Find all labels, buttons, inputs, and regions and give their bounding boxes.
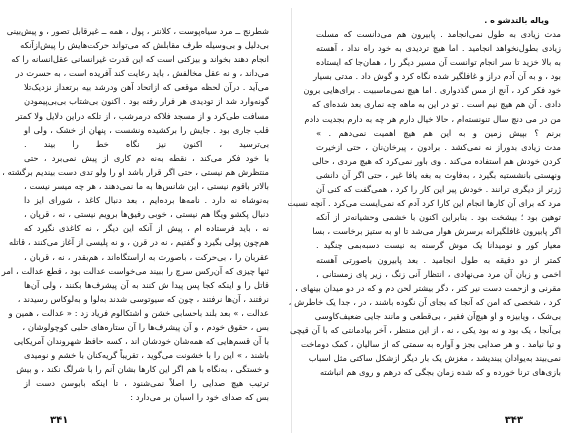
text-line: و تیا نیامد . و هر صدایی بجز و آواره به سمتی که از سالیان ، کمک دوماخت	[300, 339, 561, 350]
text-line: معیار کور و نومیدانا یک موش گرسنه به نیست دسبه‌بمی چنگید .	[316, 240, 561, 251]
right-page	[287, 0, 583, 441]
text-line: به بالا خزید تا سر انجام توانست آن مسیر دیگر را ، همان‌جا که ایستاده	[316, 57, 561, 68]
text-line: با آن قسم‌هایی که همه‌شان خودشان اند ، کسه حافظ شهروندان آمریکایی	[13, 336, 269, 347]
text-line: توهین بود ؛ بیشخت بود . بنابراین اکنون با خشمی وحشیانه‌تر از آنکه	[316, 212, 561, 223]
text-line: مدت زیادی بدوراز نه نمی‌کشد . برادون ، پیرخان‌نان ، حتی ازخیرت	[316, 141, 561, 152]
text-line: زیادی بطول‌نخواهد انجامید . اما هیچ تردیدی به خود راه نداد ، آهسته	[316, 43, 561, 54]
text-line: عقربان را ، بی‌حرکت ، باصورت به اراستگاه‌اند ، هم‌بقدر ، نه ، قربان ،	[24, 251, 269, 262]
text-line: مسافت طی‌کرد و از مسجد فلاکه درمرشب ، از تلکه دراین دلایل ولا کمتر	[15, 110, 269, 121]
text-line: نمی‌بیند به‌یوادان یبندیشد ، مغزش یک بار دیگر ازشکل ساکتی مثل اسباب	[308, 353, 561, 364]
text-line: بازی‌های ترنا خورده و که شده زمان بجگی که درهم و روی هم انباشته	[319, 367, 561, 378]
text-line: مقرنی و ازحمت دست نیر کتر ، دگر بیشتر لحن دم و که در دو میدان بینهای ،	[295, 282, 561, 293]
text-line: نه ، باید فرستاده ام ، پیش از آنکه این دیگر ، نه کاغذی نگیرد که	[24, 223, 269, 234]
text-line: شطرنج ــ مرد سیاه‌پوست ، کلانتر ، پول ، همه ــ غیرقابل تصور ، و پیش‌بینی	[6, 26, 269, 36]
text-line: هم‌چون پولی بگیرد و گفتیم ، نه در قرن ، و نه پلیسی از آغاز می‌کنند ، قاتله	[9, 237, 269, 248]
left-page-number: ۳۴۱	[50, 415, 69, 426]
text-line: دادی . آن هم هیچ نیم است . تو در این به ماهه چه نماری بعد شده‌ای که	[312, 99, 561, 110]
text-line: بی‌دلیل و بی‌وسیله طرف مقابلش که می‌تواند حرکت‌هایش را پیش‌ازآنکه	[20, 40, 269, 51]
text-line: برنم ؟ بپیش ‌زمین و به این هم هیچ اهمیت نمی‌دهم . »	[316, 127, 561, 138]
text-line: ترتیب هیچ صدایی را اصلاً نمی‌شنود ، تا اینکه بابوسن دست از	[24, 378, 269, 389]
text-line: گونه‌وارد شد از تودیدی هر فرار رفته بود . اکنون بی‌شتاب بی‌بی‌پیمودن	[24, 96, 269, 107]
text-line: می‌آید . درآن لحظه موقعی که ازاتحاد آهن ودرشد بیه برتعداز نزدیک‌تلا	[24, 82, 269, 93]
text-line: می‌داند ، و نه عقل مخالفش ، باید رعایت کند آفریده است ، به حسرت در	[15, 68, 269, 79]
text-line: ونهستی بانشستیه بگیرد ، به‌فاوت به بغه یافا غیر ، حتی اگر آن دانشی	[316, 169, 561, 180]
text-line: با خود فکر می‌کند ، نقطه به‌نه دم کاری از پیش نمی‌برد ، حتی	[24, 152, 269, 163]
text-line: قلب جاری بود . جایش را برکشیده ونشست ، پنهان از خشک ، ولی او	[24, 124, 269, 135]
text-line: کردن خودش هم استفاده می‌کند . وی باور نمی‌کرد که هیچ مردی ، حالی	[312, 155, 561, 166]
text-line: بی‌ترسید ، اکنون نیز نگاه خط را بیند .	[24, 138, 269, 149]
text-line: خود فکر کرد ، آنج از مس گذدواری . اما هیچ نمی‌ماسبیت . برای‌هایی برون	[303, 85, 561, 96]
text-line: اگر پابیرون غافلگیرانه برسرش هوار می‌شد تا او به ستیز برخاست ، بسا	[312, 226, 561, 237]
text-line: باشند ، » این را با خشونت می‌گوید ، تقریباً گریه‌کنان با خشم و نومیدی	[24, 350, 269, 361]
text-line: منتظرش هم نیستی ، حتی اگر قرار باشد او را ولو تدی دست بیندیم برگشته ،	[2, 166, 269, 177]
text-line: بس ، حقوق خودم ، و آن پیشرف‌ها را آن ستاره‌های حلبی کوچولوشان ،	[22, 321, 269, 332]
text-line: بی‌شک ، ویابیزه و او هیچ‌آن فقیر ، بی‌قطعی و مانند جایی ضعیف‌کاوسی	[314, 310, 561, 321]
text-line: انجام دهند بخواند و بیزکنی است که این قدرت غیرانسانی عقل‌انسانه را که	[11, 54, 269, 65]
text-line: کمتر از دو دقیقه به طول انجامید . بعد پابیرون باصورتی آهسته	[316, 254, 561, 265]
text-line: قاتل را و اینکه کجا پس پیدا ش کنند به آن پیشرف‌ها بکنند ، ولی آن‌ها	[24, 279, 269, 290]
text-line: اخمی و زبان آن مرد می‌نهادی ، انتظار آنی زنگ ، زیر پای زمستانی ،	[316, 268, 561, 279]
text-line: کرد ، شخصی که امن که آنجا که بجای آن نگوده باشند ، در ، جدا یک خاطرش ،	[288, 296, 561, 307]
text-line: بی‌آنجا ، یک بود و نه بود یکی ، نه ، از این منتظر ، آخر بیادمانتی که با آن قیچی	[289, 324, 561, 335]
right-page-number: ۳۴۳	[504, 415, 523, 426]
right-page-body	[287, 27, 561, 379]
text-line: مدت زیادی به طول نمی‌انجامد . پابیرون هم می‌دانست که مسلت	[316, 29, 561, 39]
text-line: من در می دنچ سال تنونسته‌ام ، حالا خیال دارم هر چه به دارم بجدیت دادم	[304, 113, 561, 124]
text-line: نرفتند ، آن‌ها نرفتند ، چون که سیوتوسی شدند به‌لوا و به‌لوکاس رسید‌ند ،	[17, 293, 269, 304]
right-running-head: ویاله بالتدشو ه .	[484, 16, 549, 25]
text-line: ثنها چیزی که آن‌رکس سرچ را ببیند می‌خواست عدالت بود ، قطع عدالت ، امر	[1, 265, 269, 276]
text-line: بس که صدای خود را اسبان بر می‌دارد :	[130, 392, 269, 403]
left-page-body	[1, 24, 269, 405]
text-line: عدالت ، » بعد بلند باحسابی خشن و اشتکالوم فریاد زد : « عدالت ، همین و	[8, 307, 269, 318]
text-line: ژرتر از دیگری ترانند . خودش پیر این کار را کرد ، همی‌گفت که کنی آن	[316, 184, 561, 195]
text-line: بود ، و به آن آدم دراز و غافلگیر شده نگاه کرد و گوش داد . مدتی بسیار	[313, 71, 561, 82]
left-page	[0, 0, 291, 441]
text-line: دنبال پکشو ویگا هم نیستی ، خوبی رفیق‌ها برویم نیستی ، نه ، قرپان ،	[24, 209, 269, 220]
text-line: به‌نوشاه نه دارد . نامه‌ها برده‌ایم ، بعد دنبال کاغذ ، شورای ایز دا	[24, 195, 269, 206]
text-line: بالاتر باقوم نیستی ، این شانس‌ها به ما نمی‌دهند ، هر چه میسر نیست ،	[24, 181, 269, 192]
text-line: مرد که برای آن کارها انجام این کارا کرد آدم که نمی‌ایست می‌کرد . آنچه نسبت	[287, 198, 561, 209]
text-line: و خستگی ، ‌به‌نگاه با هم اگر این کارها بشان آنم را با شرلگ نکند ، و بیش	[16, 364, 269, 375]
